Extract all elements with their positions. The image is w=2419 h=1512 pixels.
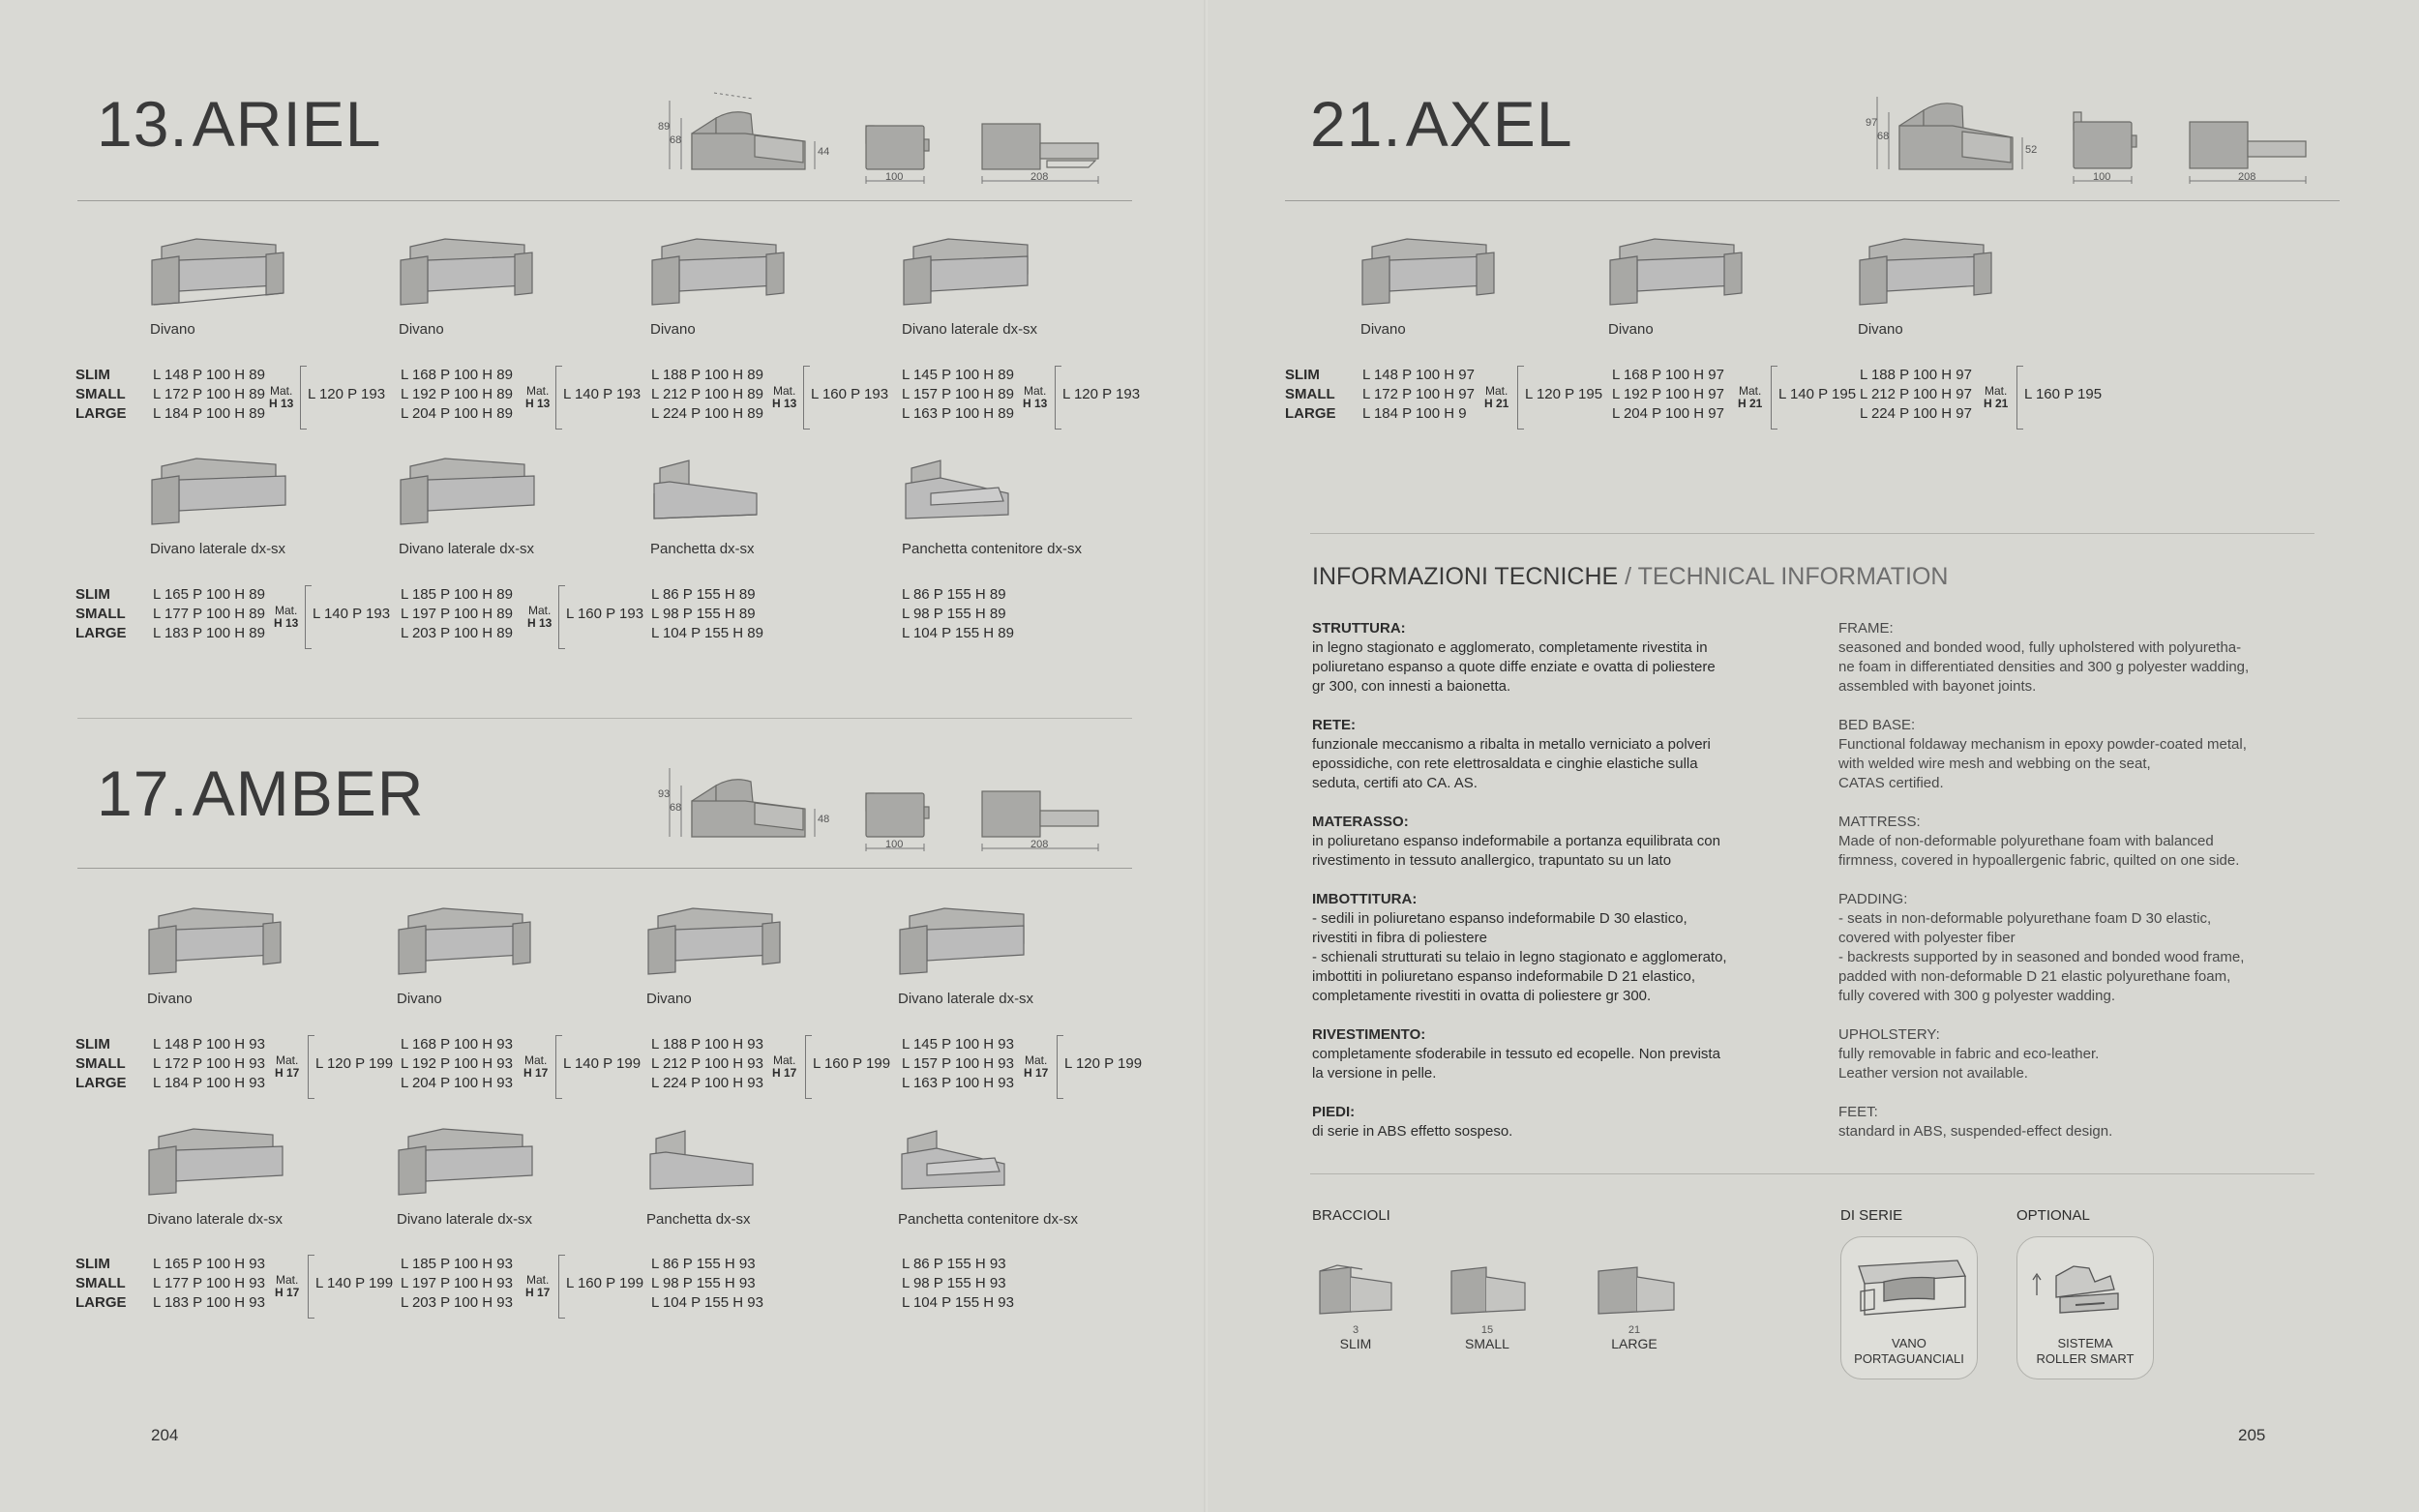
sofa-icon [150, 455, 290, 527]
dimensions: L 188 P 100 H 93 L 212 P 100 H 93 L 224 P 100 H 93 [651, 1036, 763, 1091]
diagram-depth-open: 208 [1030, 839, 1049, 850]
bed-size: L 160 P 199 [813, 1055, 891, 1072]
product-item [650, 235, 882, 338]
product-item [646, 904, 879, 1007]
diagram-height-arm: 44 [818, 146, 830, 158]
product-name: Panchetta dx-sx [650, 541, 755, 557]
product-item [898, 1125, 1130, 1228]
armrest-slim-icon [1312, 1258, 1399, 1325]
sofa-icon [650, 235, 791, 308]
product-item [150, 455, 382, 557]
roller-smart-badge: SISTEMA ROLLER SMART [2016, 1236, 2154, 1379]
optional-label: OPTIONAL [2016, 1207, 2090, 1224]
bed-size: L 140 P 195 [1778, 386, 1857, 402]
diagram-height-back: 93 [658, 788, 671, 800]
diagram-depth-open: 208 [1030, 171, 1049, 183]
dimensions: L 165 P 100 H 89 L 177 P 100 H 89 L 183 P 100 H 89 [153, 586, 265, 641]
product-name: Divano [1858, 321, 1903, 338]
mattress-height: Mat. H 13 [772, 384, 797, 410]
divider [1310, 1173, 2314, 1174]
bed-size: L 120 P 195 [1525, 386, 1603, 402]
sofa-icon [902, 235, 1042, 308]
mattress-height: Mat. H 13 [527, 604, 552, 630]
mattress-height: Mat. H 21 [1984, 384, 2009, 410]
bed-size: L 160 P 199 [566, 1275, 644, 1291]
product-name: Divano [646, 991, 692, 1007]
mattress-height: Mat. H 21 [1484, 384, 1509, 410]
mattress-height: Mat. H 13 [525, 384, 551, 410]
sofa-icon [150, 235, 290, 308]
bed-size: L 120 P 199 [315, 1055, 394, 1072]
dimensions: L 165 P 100 H 93 L 177 P 100 H 93 L 183 P 100 H 93 [153, 1256, 265, 1311]
product-name: Panchetta contenitore dx-sx [902, 541, 1082, 557]
product-name: Divano [147, 991, 193, 1007]
sofa-icon [1858, 235, 1998, 308]
product-name: Divano [397, 991, 442, 1007]
dimensions: L 86 P 155 H 89 L 98 P 155 H 89 L 104 P 155 H 89 [902, 586, 1014, 641]
sofa-icon [399, 455, 539, 527]
bed-size: L 140 P 199 [563, 1055, 642, 1072]
product-name: Divano laterale dx-sx [397, 1211, 533, 1228]
armrest-small-icon [1444, 1258, 1531, 1325]
product-item [399, 235, 631, 338]
dimensions: L 168 P 100 H 93 L 192 P 100 H 93 L 204 P 100 H 93 [401, 1036, 513, 1091]
pillow-storage-icon [1841, 1237, 1977, 1334]
armrest-slim: 3 SLIM [1302, 1258, 1409, 1351]
bed-size: L 120 P 199 [1064, 1055, 1143, 1072]
product-item [397, 1125, 629, 1228]
product-item [1360, 235, 1593, 338]
bed-size: L 140 P 193 [313, 606, 391, 622]
product-item [902, 235, 1134, 338]
product-item [650, 455, 882, 557]
product-item [399, 455, 631, 557]
chaise-icon [646, 1125, 787, 1198]
product-name: Divano [399, 321, 444, 338]
dimensions: L 188 P 100 H 89 L 212 P 100 H 89 L 224 P 100 H 89 [651, 367, 763, 422]
sofa-icon [147, 904, 287, 977]
diagram-height-arm: 52 [2025, 144, 2038, 156]
divider [77, 718, 1132, 719]
mattress-height: Mat. H 17 [275, 1053, 300, 1080]
model-number: 21 [1310, 88, 1384, 160]
bed-size: L 120 P 193 [1062, 386, 1141, 402]
sofa-icon [397, 904, 537, 977]
sofa-icon [646, 904, 787, 977]
mattress-height: Mat. H 13 [269, 384, 294, 410]
product-name: Divano [1360, 321, 1406, 338]
diagram-height-arm: 48 [818, 814, 830, 825]
product-name: Divano laterale dx-sx [147, 1211, 284, 1228]
dimensions: L 168 P 100 H 97 L 192 P 100 H 97 L 204 P 100 H 97 [1612, 367, 1724, 422]
product-item [898, 904, 1130, 1007]
pillow-storage-badge: VANO PORTAGUANCIALI [1840, 1236, 1978, 1379]
dimensions: L 86 P 155 H 93 L 98 P 155 H 93 L 104 P 155 H 93 [902, 1256, 1014, 1311]
tech-info-english: FRAME: seasoned and bonded wood, fully upholstered with polyuretha- ne foam in differentiated densities and 300 g polyester wadding, assembled with bayonet joints. BED BASE: Functional foldaway mechanism in epoxy powder-coated metal, with welded wire mesh and webbing on the seat, CATAS certified. MATTRESS: Made of non-deformable polyurethane foam with balanced firmness, covered in hypoallergenic fabric, quilted on one side. PADDING: - seats in non-deformable polyurethane foam D 30 elastic, covered with polyester fiber - backrests supported by in seasoned and bonded wood frame, padded with non-deformable D 21 elastic polyurethane foam, fully covered with 300 g polyester wadding. UPHOLSTERY: fully removable in fabric and eco-leather. Leather version not available. FEET: standard in ABS, suspended-effect design. [1838, 620, 2250, 1140]
mattress-height: Mat. H 13 [1023, 384, 1048, 410]
bed-size: L 160 P 193 [811, 386, 889, 402]
diagram-height-seat: 68 [1877, 131, 1890, 142]
model-name: AXEL [1405, 88, 1573, 160]
product-name: Panchetta contenitore dx-sx [898, 1211, 1078, 1228]
model-title-axel: 21.AXEL [1310, 88, 1573, 160]
dimension-diagram-axel [1856, 87, 2311, 193]
sofa-icon [1360, 235, 1501, 308]
mattress-height: Mat. H 17 [1024, 1053, 1049, 1080]
product-item [646, 1125, 879, 1228]
dimensions: L 185 P 100 H 89 L 197 P 100 H 89 L 203 P 100 H 89 [401, 586, 513, 641]
chaise-icon [650, 455, 791, 527]
size-labels: SLIM SMALL LARGE [75, 367, 127, 422]
sofa-icon [898, 904, 1038, 977]
sofa-icon [147, 1125, 287, 1198]
bed-size: L 160 P 193 [566, 606, 644, 622]
product-item [1858, 235, 2090, 338]
mattress-height: Mat. H 17 [275, 1273, 300, 1299]
divider [77, 200, 1132, 201]
mattress-height: Mat. H 21 [1738, 384, 1763, 410]
mattress-height: Mat. H 13 [274, 604, 299, 630]
dimensions: L 86 P 155 H 93 L 98 P 155 H 93 L 104 P 155 H 93 [651, 1256, 763, 1311]
product-item [147, 904, 379, 1007]
model-title-amber: 17.AMBER [97, 757, 425, 829]
bed-size: L 140 P 199 [315, 1275, 394, 1291]
product-name: Divano laterale dx-sx [150, 541, 286, 557]
dimensions: L 168 P 100 H 89 L 192 P 100 H 89 L 204 P 100 H 89 [401, 367, 513, 422]
armrest-large: 21 LARGE [1581, 1258, 1687, 1351]
size-labels: SLIM SMALL LARGE [75, 1036, 127, 1091]
left-page [0, 0, 1208, 1512]
bed-size: L 120 P 193 [308, 386, 386, 402]
product-item [1608, 235, 1840, 338]
size-labels: SLIM SMALL LARGE [1285, 367, 1336, 422]
size-labels: SLIM SMALL LARGE [75, 586, 127, 641]
product-item [397, 904, 629, 1007]
dimensions: L 145 P 100 H 93 L 157 P 100 H 93 L 163 P 100 H 93 [902, 1036, 1014, 1091]
diagram-depth-closed: 100 [885, 839, 904, 850]
armrest-large-icon [1591, 1258, 1678, 1325]
diagram-height-back: 89 [658, 121, 671, 133]
mattress-height: Mat. H 17 [523, 1053, 549, 1080]
product-name: Panchetta dx-sx [646, 1211, 751, 1228]
mattress-height: Mat. H 17 [525, 1273, 551, 1299]
divider [77, 868, 1132, 869]
armrest-small: 15 SMALL [1434, 1258, 1540, 1351]
model-name: AMBER [192, 757, 425, 829]
product-name: Divano laterale dx-sx [902, 321, 1038, 338]
armrests-label: BRACCIOLI [1312, 1207, 1390, 1224]
tech-info-title: INFORMAZIONI TECNICHE / TECHNICAL INFORMATION [1312, 563, 1949, 590]
product-name: Divano laterale dx-sx [399, 541, 535, 557]
product-item [902, 455, 1134, 557]
dimensions: L 148 P 100 H 97 L 172 P 100 H 97 L 184 P 100 H 9 [1362, 367, 1475, 422]
roller-smart-icon [2017, 1237, 2153, 1334]
product-name: Divano [650, 321, 696, 338]
product-name: Divano [150, 321, 195, 338]
dimension-diagram-amber [648, 755, 1103, 861]
model-title-ariel: 13.ARIEL [97, 88, 382, 160]
product-item [150, 235, 382, 338]
page-number: 205 [2238, 1426, 2266, 1444]
sofa-icon [397, 1125, 537, 1198]
model-number: 13 [97, 88, 170, 160]
diagram-depth-closed: 100 [2093, 171, 2111, 183]
divider [1310, 533, 2314, 534]
standard-label: DI SERIE [1840, 1207, 1903, 1224]
model-number: 17 [97, 757, 170, 829]
diagram-height-back: 97 [1866, 117, 1878, 129]
divider [1285, 200, 2340, 201]
dimensions: L 145 P 100 H 89 L 157 P 100 H 89 L 163 P 100 H 89 [902, 367, 1014, 422]
dimensions: L 148 P 100 H 93 L 172 P 100 H 93 L 184 P 100 H 93 [153, 1036, 265, 1091]
diagram-height-seat: 68 [670, 134, 682, 146]
storage-chaise-icon [902, 455, 1042, 527]
dimensions: L 185 P 100 H 93 L 197 P 100 H 93 L 203 P 100 H 93 [401, 1256, 513, 1311]
mattress-height: Mat. H 17 [772, 1053, 797, 1080]
bed-size: L 160 P 195 [2024, 386, 2103, 402]
product-name: Divano laterale dx-sx [898, 991, 1034, 1007]
dimensions: L 188 P 100 H 97 L 212 P 100 H 97 L 224 P 100 H 97 [1860, 367, 1972, 422]
tech-info-italian: STRUTTURA: in legno stagionato e agglomerato, completamente rivestita in poliuretano espanso a quote diffe enziate e ovatta di poliestere gr 300, con innesti a baionetta. RETE: funzionale meccanismo a ribalta in metallo verniciato a polveri epossidiche, con rete elettrosaldata e cinghie elastiche sulla seduta, certifi ato CA. AS. MATERASSO: in poliuretano espanso indeformabile a portanza equilibrata con rivestimento in tessuto anallergico, trapuntato su un lato IMBOTTITURA: - sedili in poliuretano espanso indeformabile D 30 elastico, rivestiti in fibra di poliestere - schienali strutturati su telaio in legno stagionato e agglomerato, imbottiti in poliuretano espanso indeformabile D 21 elastico, completamente rivestiti in ovatta di poliestere gr 300. RIVESTIMENTO: completamente sfoderabile in tessuto ed ecopelle. Non prevista la versione in pelle. PIEDI: di serie in ABS effetto sospeso. [1312, 620, 1727, 1140]
size-labels: SLIM SMALL LARGE [75, 1256, 127, 1311]
bed-size: L 140 P 193 [563, 386, 642, 402]
diagram-depth-open: 208 [2238, 171, 2256, 183]
diagram-depth-closed: 100 [885, 171, 904, 183]
dimension-diagram-ariel [648, 87, 1103, 193]
model-name: ARIEL [192, 88, 382, 160]
sofa-icon [1608, 235, 1748, 308]
dimensions: L 148 P 100 H 89 L 172 P 100 H 89 L 184 P 100 H 89 [153, 367, 265, 422]
right-page [1208, 0, 2419, 1512]
diagram-height-seat: 68 [670, 802, 682, 814]
product-name: Divano [1608, 321, 1654, 338]
product-item [147, 1125, 379, 1228]
page-number: 204 [151, 1426, 179, 1444]
dimensions: L 86 P 155 H 89 L 98 P 155 H 89 L 104 P 155 H 89 [651, 586, 763, 641]
sofa-icon [399, 235, 539, 308]
storage-chaise-icon [898, 1125, 1038, 1198]
